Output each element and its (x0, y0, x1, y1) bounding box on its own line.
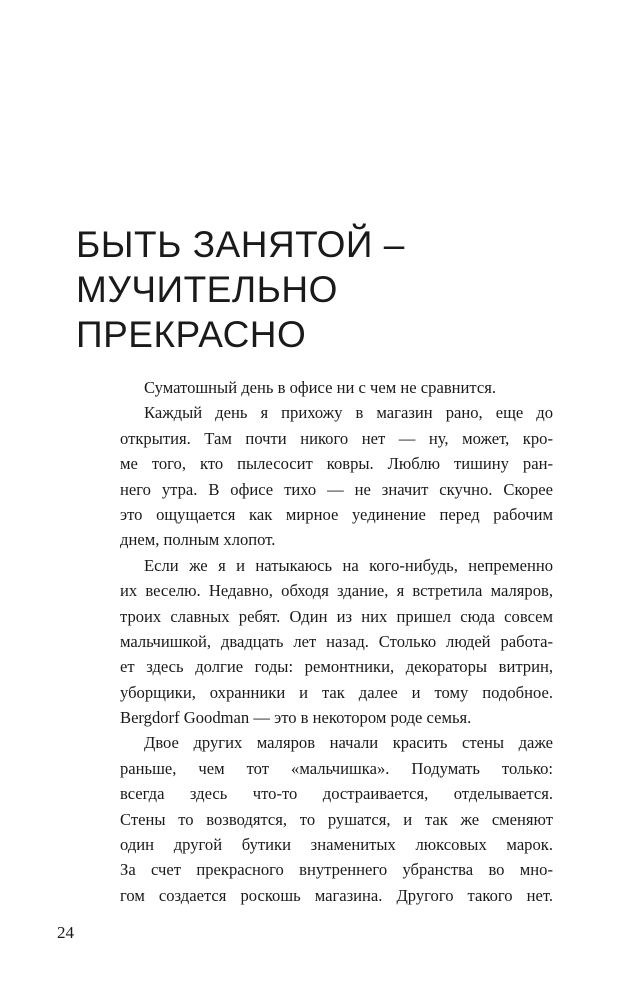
chapter-title-line: БЫТЬ ЗАНЯТОЙ – (76, 224, 405, 265)
text-line: Двое других маляров начали красить стены даже (144, 733, 553, 753)
text-line: Стены то возводятся, то рушатся, и так же сменяют (120, 809, 553, 829)
text-line: ет здесь долгие годы: ремонтники, декораторы витрин, (120, 657, 553, 677)
text-line: это ощущается как мирное уединение перед рабочим (120, 504, 553, 524)
chapter-title-line: ПРЕКРАСНО (76, 314, 307, 355)
text-line: него утра. В офисе тихо — не значит скучно. Скорее (120, 479, 553, 499)
page-number: 24 (57, 923, 74, 942)
body-text (120, 375, 553, 908)
text-line: гом создается роскошь магазина. Другого такого нет. (120, 885, 553, 905)
text-line: Каждый день я прихожу в магазин рано, еще до (144, 403, 553, 423)
text-line: Суматошный день в офисе ни с чем не сравнится. (144, 378, 497, 397)
chapter-title-line: МУЧИТЕЛЬНО (76, 269, 338, 310)
text-line: всегда здесь что-то достраивается, отделывается. (120, 784, 553, 804)
text-line: раньше, чем тот «мальчишка». Подумать только: (120, 758, 553, 778)
chapter-title (76, 222, 596, 357)
text-line: их веселю. Недавно, обходя здание, я встретила маляров, (120, 581, 553, 601)
text-line: один другой бутики знаменитых люксовых марок. (120, 835, 553, 855)
text-line: днем, полным хлопот. (120, 530, 276, 550)
text-line: Bergdorf Goodman — это в некотором роде семья. (120, 708, 472, 728)
text-line: троих славных ребят. Один из них пришел сюда совсем (120, 606, 553, 626)
text-line: открытия. Там почти никого нет — ну, может, кро- (120, 428, 553, 448)
text-line: За счет прекрасного внутреннего убранства во мно- (120, 860, 553, 880)
text-line: уборщики, охранники и так далее и тому подобное. (120, 682, 553, 702)
text-line: ме того, кто пылесосит ковры. Люблю тишину ран- (120, 454, 553, 474)
text-line: Если же я и натыкаюсь на кого-нибудь, непременно (144, 555, 553, 575)
text-line: мальчишкой, двадцать лет назад. Столько людей работа- (120, 631, 553, 651)
